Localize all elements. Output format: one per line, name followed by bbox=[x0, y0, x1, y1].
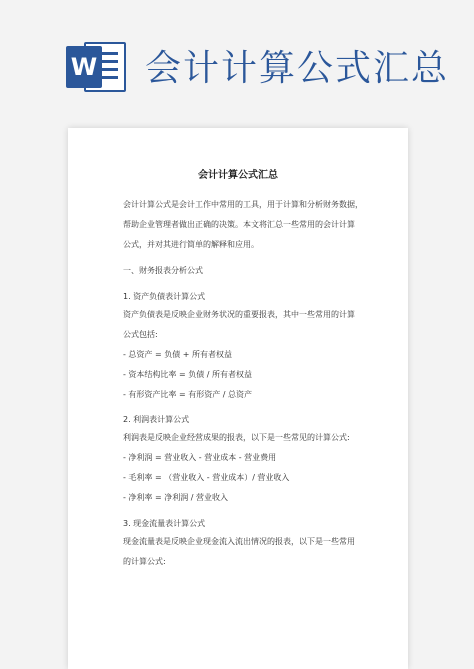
header-title: 会计计算公式汇总 bbox=[145, 48, 450, 89]
formula-line: - 总资产 = 负债 + 所有者权益 bbox=[123, 350, 233, 359]
doc-line: 会计计算公式是会计工作中常用的工具，用于计算和分析财务数据， bbox=[123, 200, 363, 209]
subsection-heading: 3. 现金流量表计算公式 bbox=[123, 519, 206, 528]
word-letter-tile: W bbox=[66, 46, 102, 88]
doc-line: 公式包括: bbox=[123, 330, 158, 339]
doc-line: 公式，并对其进行简单的解释和应用。 bbox=[123, 240, 259, 249]
subsection-heading: 1. 资产负债表计算公式 bbox=[123, 292, 206, 301]
word-icon bbox=[66, 38, 128, 96]
doc-line: 的计算公式: bbox=[123, 557, 166, 566]
document-page bbox=[68, 128, 408, 669]
doc-line: 帮助企业管理者做出正确的决策。本文将汇总一些常用的会计计算 bbox=[123, 220, 355, 229]
formula-line: - 净利率 = 净利润 / 营业收入 bbox=[123, 493, 228, 502]
formula-line: - 资本结构比率 = 负债 / 所有者权益 bbox=[123, 370, 252, 379]
document-title: 会计计算公式汇总 bbox=[198, 170, 278, 181]
subsection-heading: 2. 利润表计算公式 bbox=[123, 415, 190, 424]
header-banner bbox=[0, 0, 474, 120]
doc-line: 资产负债表是反映企业财务状况的重要报表，其中一些常用的计算 bbox=[123, 310, 355, 319]
formula-line: - 毛利率 = （营业收入 - 营业成本）/ 营业收入 bbox=[123, 473, 290, 482]
section-heading: 一、财务报表分析公式 bbox=[123, 266, 203, 275]
doc-line: 现金流量表是反映企业现金流入流出情况的报表，以下是一些常用 bbox=[123, 537, 355, 546]
formula-line: - 净利润 = 营业收入 - 营业成本 - 营业费用 bbox=[123, 453, 277, 462]
formula-line: - 有形资产比率 = 有形资产 / 总资产 bbox=[123, 390, 252, 399]
doc-line: 利润表是反映企业经营成果的报表，以下是一些常见的计算公式: bbox=[123, 433, 350, 442]
